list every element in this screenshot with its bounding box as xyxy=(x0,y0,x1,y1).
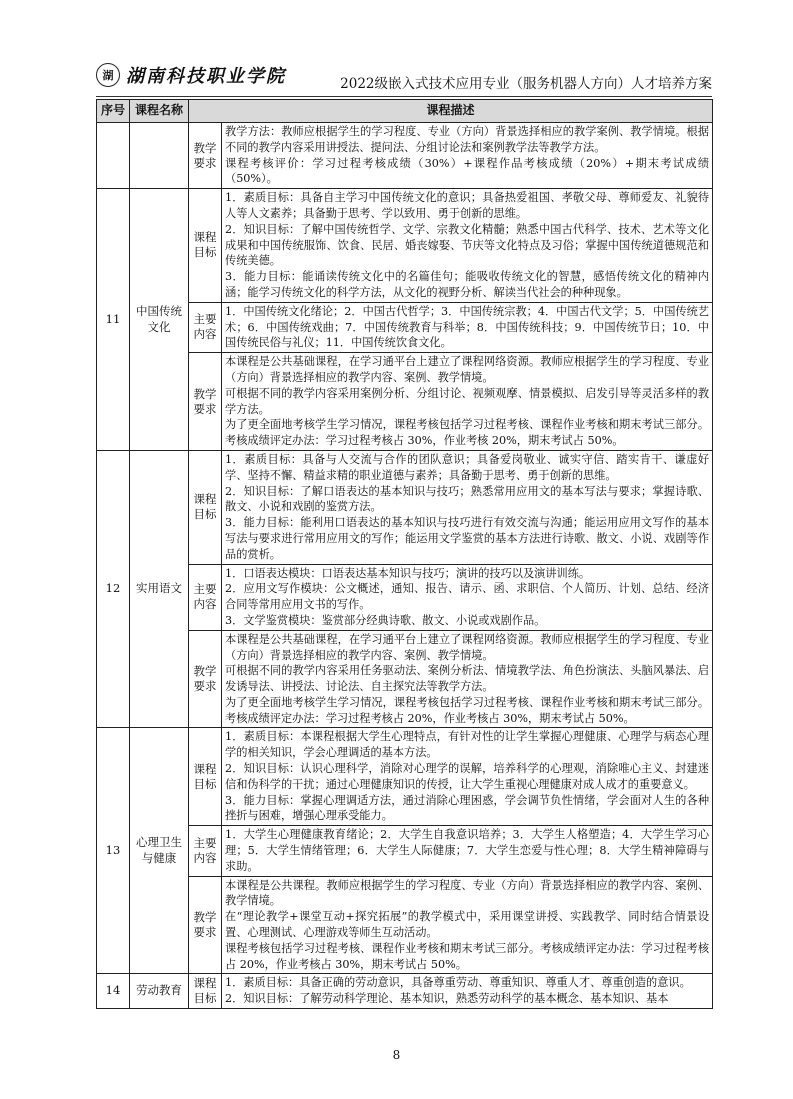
desc-line: 1．素质目标：本课程根据大学生心理特点，有针对性的让学生掌握心理健康、心理学与病态心理学的相关知识，学会心理调适的基本方法。 xyxy=(225,730,710,760)
table-row xyxy=(97,450,713,564)
section-label: 课程目标 xyxy=(189,450,222,564)
desc-line: 2．应用文写作模块：公文概述，通知、报告、请示、函、求职信、个人简历、计划、总结、经济合同等常用应用文书的写作。 xyxy=(225,582,710,612)
section-label: 课程目标 xyxy=(189,189,222,303)
table-row xyxy=(97,728,713,826)
section-label: 教学要求 xyxy=(189,123,222,189)
table-row xyxy=(97,630,713,728)
course-no: 13 xyxy=(97,728,130,974)
desc-line: 2．知识目标：了解口语表达的基本知识与技巧；熟悉常用应用文的基本写法与要求；掌握诗歌、散文、小说和戏剧的鉴赏方法。 xyxy=(225,484,710,514)
course-name: 中国传统文化 xyxy=(130,189,189,451)
desc-line: 3．能力目标：能利用口语表达的基本知识与技巧进行有效交流与沟通；能运用应用文写作的基本写法与要求进行常用应用文的写作；能运用文学鉴赏的基本方法进行诗歌、散文、小说、戏剧等作品的赏析。 xyxy=(225,516,710,561)
table-row xyxy=(97,826,713,876)
desc-line: 1．素质目标：具备正确的劳动意识，具备尊重劳动、尊重知识、尊重人才、尊重创造的意识。 xyxy=(225,976,691,990)
desc-line: 3．文学鉴赏模块：鉴赏部分经典诗歌、散文、小说或戏剧作品。 xyxy=(225,613,546,627)
section-label: 教学要求 xyxy=(189,353,222,451)
table-body xyxy=(97,123,713,1009)
school-name-logo: 湖南科技职业学院 xyxy=(126,66,286,87)
section-desc xyxy=(222,123,713,189)
desc-line: 本课程是公共基础课程，在学习通平台上建立了课程网络资源。教师应根据学生的学习程度、专业（方向）背景选择相应的教学内容、案例、教学情境。 xyxy=(225,355,710,384)
desc-line: 1．素质目标：具备与人交流与合作的团队意识；具备爱岗敬业、诚实守信、踏实肯干、谦虚好学、坚持不懈、精益求精的职业道德与素养；具备勤于思考、勇于创新的思维。 xyxy=(225,452,710,482)
school-seal-icon: 湖 xyxy=(96,63,120,87)
page-header xyxy=(96,56,712,97)
section-label: 教学要求 xyxy=(189,630,222,728)
section-desc xyxy=(222,876,713,974)
desc-line: 为了更全面地考核学生学习情况，课程考核包括学习过程考核、课程作业考核和期末考试三部分。考核成绩评定办法：学习过程考核占 20%，作业考核占 30%，期末考试占 50%。 xyxy=(225,695,710,725)
desc-line: 在“理论教学+课堂互动+探究拓展”的教学模式中，采用课堂讲授、实践教学、同时结合情景设置、心理测试、心理游戏等师生互动活动。 xyxy=(225,910,710,940)
course-table xyxy=(96,99,713,1009)
desc-line: 3．能力目标：能诵读传统文化中的名篇佳句；能吸收传统文化的智慧，感悟传统文化的精神内涵；能学习传统文化的科学方法，从文化的视野分析、解读当代社会的种种现象。 xyxy=(225,270,710,299)
section-label: 主要内容 xyxy=(189,564,222,630)
page-number: 8 xyxy=(392,1048,401,1062)
course-no-cell xyxy=(97,123,130,189)
table-row xyxy=(97,353,713,451)
desc-line: 为了更全面地考核学生学习情况，课程考核包括学习过程考核、课程作业考核和期末考试三部分。考核成绩评定办法：学习过程考核占 30%，作业考核 20%，期末考试占 50%。 xyxy=(225,418,710,448)
section-desc xyxy=(222,450,713,564)
section-desc xyxy=(222,189,713,303)
table-header-row xyxy=(97,100,713,123)
section-desc xyxy=(222,564,713,630)
desc-line: 3．能力目标：掌握心理调适方法，通过消除心理困惑，学会调节负性情绪，学会面对人生的各种挫折与困难，增强心理承受能力。 xyxy=(225,793,710,823)
section-desc xyxy=(222,630,713,728)
school-logo xyxy=(96,62,286,88)
desc-line: 本课程是公共课程。教师应根据学生的学习程度、专业（方向）背景选择相应的教学内容、案例、教学情境。 xyxy=(225,878,710,908)
table-row xyxy=(97,189,713,303)
header-course-desc: 课程描述 xyxy=(189,100,713,123)
desc-line: 1．素质目标：具备自主学习中国传统文化的意识；具备热爱祖国、孝敬父母、尊师爱友、礼貌待人等人文素养；具备勤于思考、学以致用、勇于创新的思维。 xyxy=(225,191,710,220)
table-row xyxy=(97,123,713,189)
course-name-cell xyxy=(130,123,189,189)
course-no: 12 xyxy=(97,450,130,728)
table-row xyxy=(97,876,713,974)
section-label: 主要内容 xyxy=(189,302,222,352)
section-label: 课程目标 xyxy=(189,974,222,1009)
table-row xyxy=(97,974,713,1009)
document-title: 2022级嵌入式技术应用专业（服务机器人方向）人才培养方案 xyxy=(340,76,712,92)
desc-line: 可根据不同的教学内容采用任务驱动法、案例分析法、情境教学法、角色扮演法、头脑风暴法、启发诱导法、讲授法、讨论法、自主探究法等教学方法。 xyxy=(225,664,710,694)
desc-line: 本课程是公共基础课程，在学习通平台上建立了课程网络资源。教师应根据学生的学习程度、专业（方向）背景选择相应的教学内容、案例、教学情境。 xyxy=(225,632,710,662)
course-no: 14 xyxy=(97,974,130,1009)
desc-line: 2．知识目标：了解中国传统哲学、文学、宗教文化精髓；熟悉中国古代科学、技术、艺术等文化成果和中国传统服饰、饮食、民居、婚丧嫁娶、节庆等文化特点及习俗；掌握中国传统道德规范和传统美德。 xyxy=(225,222,710,268)
course-name: 劳动教育 xyxy=(130,974,189,1009)
desc-line: 课程考核评价：学习过程考核成绩（30%）+课程作品考核成绩（20%）+期末考试成绩（50%）。 xyxy=(225,156,710,186)
desc-line: 2．知识目标：认识心理科学，消除对心理学的误解，培养科学的心理观，消除唯心主义、封建迷信和伪科学的干扰；通过心理健康知识的传授，让大学生重视心理健康对成人成才的重要意义。 xyxy=(225,762,710,791)
course-name: 心理卫生与健康 xyxy=(130,728,189,974)
desc-line: 可根据不同的教学内容采用案例分析、分组讨论、视频观摩、情景模拟、启发引导等灵活多样的教学方法。 xyxy=(225,386,710,416)
table-row xyxy=(97,564,713,630)
desc-line: 1．中国传统文化绪论；2．中国古代哲学；3．中国传统宗教；4．中国古代文学；5．中国传统艺术；6．中国传统戏曲；7．中国传统教育与科举；8．中国传统科技；9．中国传统节日；10．中国传统民俗与礼仪；11．中国传统饮食文化。 xyxy=(225,304,710,350)
course-name: 实用语文 xyxy=(130,450,189,728)
section-label: 教学要求 xyxy=(189,876,222,974)
section-desc xyxy=(222,974,713,1009)
desc-line: 2．知识目标：了解劳动科学理论、基本知识，熟悉劳动科学的基本概念、基本知识、基本 xyxy=(225,992,669,1006)
section-desc xyxy=(222,826,713,876)
desc-line: 课程考核包括学习过程考核、课程作业考核和期末考试三部分。考核成绩评定办法：学习过程考核占 20%，作业考核占 30%，期末考试占 50%。 xyxy=(225,941,710,971)
section-desc xyxy=(222,728,713,826)
header-no: 序号 xyxy=(97,100,130,123)
section-label: 课程目标 xyxy=(189,728,222,826)
section-label: 主要内容 xyxy=(189,826,222,876)
desc-line: 1．口语表达模块：口语表达基本知识与技巧；演讲的技巧以及演讲训练。 xyxy=(225,566,591,580)
section-desc xyxy=(222,302,713,352)
header-course-name: 课程名称 xyxy=(130,100,189,123)
course-no: 11 xyxy=(97,189,130,451)
desc-line: 教学方法：教师应根据学生的学习程度、专业（方向）背景选择相应的教学案例、教学情境。根据不同的教学内容采用讲授法、提问法、分组讨论法和案例教学法等教学方法。 xyxy=(225,125,710,154)
table-row xyxy=(97,302,713,352)
desc-line: 1．大学生心理健康教育绪论；2．大学生自我意识培养；3．大学生人格塑造；4．大学生学习心理；5．大学生情绪管理；6．大学生人际健康；7．大学生恋爱与性心理；8．大学生精神障碍与求助。 xyxy=(225,828,710,873)
section-desc xyxy=(222,353,713,451)
